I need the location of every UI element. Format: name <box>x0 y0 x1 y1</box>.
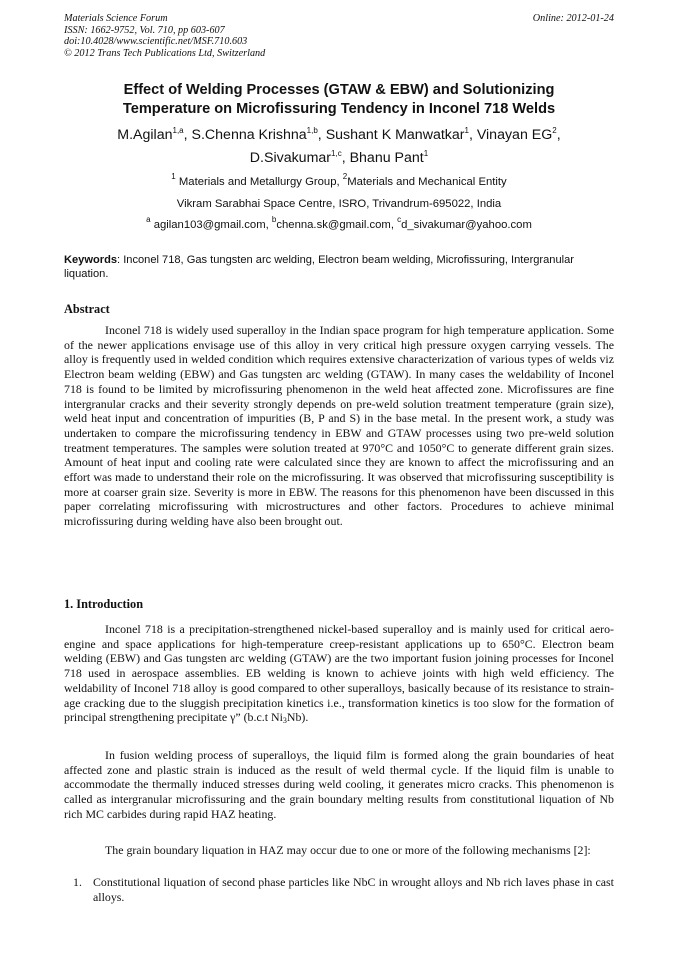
online-date: Online: 2012-01-24 <box>532 13 614 24</box>
title-line-1: Effect of Welding Processes (GTAW & EBW) and Solutionizing <box>123 82 555 98</box>
author-sep: , <box>556 127 561 143</box>
author-name: Vinayan EG <box>476 127 553 143</box>
author-sup: 1 <box>464 126 469 135</box>
affil-2: Materials and Mechanical Entity <box>347 176 507 188</box>
list-item <box>64 875 614 904</box>
author-sep: , <box>317 127 326 143</box>
affil-sup: 1 <box>171 172 176 181</box>
authors-line-1 <box>64 124 614 147</box>
author-name: M.Agilan <box>117 127 173 143</box>
author-emails <box>64 215 614 232</box>
email-sup: a <box>146 215 151 224</box>
doi[interactable]: doi:10.4028/www.scientific.net/MSF.710.603 <box>64 36 248 47</box>
intro-paragraph-2: In fusion welding process of superalloys, the liquid film is formed along the grain boundaries of heat affected zone and plastic strain is induced as the result of weld thermal cycle. If the liquid film is unable to accommodate the thermally induced stresses during weld cooling, it generates micro cracks. This phenomenon is called as intergranular microfissuring and the grain boundary melting results from constitutional liquation of Nb rich MC carbides during rapid HAZ heating. <box>64 748 614 821</box>
keywords <box>64 253 616 281</box>
copyright: © 2012 Trans Tech Publications Ltd, Switzerland <box>64 47 266 59</box>
author-sep: , <box>468 127 477 143</box>
abstract-heading: Abstract <box>64 302 110 316</box>
keywords-text: : Inconel 718, Gas tungsten arc welding, Electron beam welding, Microfissuring, Intergranular liquation. <box>64 254 574 280</box>
paper-title <box>64 81 614 119</box>
author-sup: 2 <box>552 126 557 135</box>
intro-paragraph-3: The grain boundary liquation in HAZ may occur due to one or more of the following mechanisms [2]: <box>105 843 591 857</box>
intro-p1-subscript: 3 <box>282 716 287 726</box>
author-name: Sushant K Manwatkar <box>325 127 465 143</box>
intro-p1-text: Inconel 718 is a precipitation-strengthened nickel-based superalloy and is mainly used for critical aero-engine and space applications for high-temperature creep-resistant applications up to 650°C. Electron beam welding (EBW) and Gas tungsten arc welding (GTAW) are the two important fusion joining processes for Inconel 718 used in aerospace assemblies. EB welding is known to achieve joints with high weld efficiency. The weldability of Inconel 718 alloy is good compared to other superalloys, basically because of its resistance to strain-age cracking due to the sluggish precipitation kinetics i.e., transformation kinetics is too slow for the formation of principal strengthening precipitate γ” (b.c.t Ni <box>64 622 614 725</box>
author-sep: , <box>341 150 350 166</box>
authors-line-2 <box>64 147 614 170</box>
email-sup: c <box>397 215 402 224</box>
list-text: Constitutional liquation of second phase particles like NbC in wrought alloys and Nb rich laves phase in cast alloys. <box>93 875 614 904</box>
author-sup: 1 <box>423 149 429 158</box>
journal-info <box>64 13 265 59</box>
affiliation-address: Vikram Sarabhai Space Centre, ISRO, Trivandrum-695022, India <box>176 198 502 210</box>
author-sup: 1,c <box>331 149 342 158</box>
journal-name: Materials Science Forum <box>64 13 168 24</box>
author-name: Bhanu Pant <box>349 150 424 166</box>
email-a[interactable]: agilan103@gmail.com, <box>153 219 272 231</box>
intro-p1-end: Nb). <box>286 710 309 725</box>
affiliation-groups <box>64 172 614 189</box>
issn: ISSN: 1662-9752, Vol. 710, pp 603-607 <box>64 24 225 36</box>
intro-paragraph-1 <box>64 622 614 725</box>
author-sup: 1,b <box>306 126 318 135</box>
email-c[interactable]: d_sivakumar@yahoo.com <box>401 219 532 231</box>
keywords-label: Keywords <box>64 254 118 266</box>
author-name: D.Sivakumar <box>249 150 332 166</box>
author-sup: 1,a <box>172 126 184 135</box>
email-b[interactable]: chenna.sk@gmail.com, <box>276 219 398 231</box>
affil-sup: 2 <box>342 172 348 181</box>
introduction-heading: 1. Introduction <box>64 597 144 611</box>
affil-1: Materials and Metallurgy Group, <box>178 176 343 188</box>
author-name: S.Chenna Krishna <box>191 127 307 143</box>
author-list <box>64 124 614 170</box>
title-line-2: Temperature on Microfissuring Tendency in Inconel 718 Welds <box>122 101 556 117</box>
author-sep: , <box>183 127 192 143</box>
list-number: 1. <box>73 875 82 889</box>
email-sup: b <box>271 215 277 224</box>
abstract-text: Inconel 718 is widely used superalloy in the Indian space program for high temperature application. Some of the newer applications envisage use of this alloy in very critical high pressure oxygen carrying vessels. The alloy is frequently used in welded condition which requires extensive characterization of various types of welds viz Electron beam welding (EBW) and Gas tungsten arc welding (GTAW). In many cases the weldability of Inconel 718 is found to be limited by microfissuring phenomenon in the weld heat affected zone. Microfissures are fine intergranular cracks and their severity strongly depends on pre-weld solution treatment temperature (grain size), weld heat input and concentration of impurities (B, P and S) in the base metal. In the present work, a study was undertaken to compare the microfissuring tendency in EBW and GTAW processes using two pre-weld solution treatment temperatures. The samples were solution treated at 970°C and 1050°C to generate different grain sizes. Amount of heat input and cooling rate were calculated since they are known to affect the microfissuring and an effort was made to understand their role on the microfissuring. It was observed that microfissuring susceptibility is more at coarser grain size. Severity is more in EBW. The reasons for this phenomenon have been discussed in this paper correlating microfissuring with microstructures and other factors. Procedures to achieve minimal microfissuring during welding have also been brought out. <box>64 323 614 529</box>
